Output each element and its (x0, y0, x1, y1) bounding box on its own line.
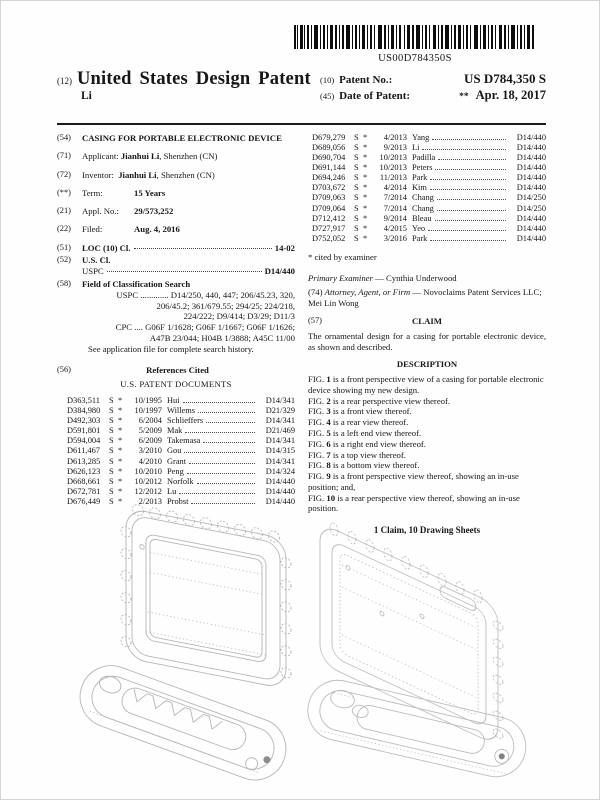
section-71-applicant: (71) Applicant: Jianhui Li, Shenzhen (CN) (57, 151, 218, 162)
claims-sheets-note: 1 Claim, 10 Drawing Sheets (373, 525, 481, 536)
dot-leader (438, 159, 506, 160)
section-52-us-cl: (52) U.S. Cl. USPC D14/440 (57, 255, 295, 277)
section-56-references: (56) References Cited (57, 365, 295, 376)
left-column (57, 133, 295, 536)
figure-description-line: FIG. 3 is a front view thereof. (308, 406, 412, 417)
dot-leader (437, 199, 506, 200)
dot-leader (435, 220, 506, 221)
us-patent-documents-heading: U.S. PATENT DOCUMENTS (120, 379, 232, 390)
patent-row: D676,449 S * 2/2013 Probst D14/440 (67, 496, 295, 506)
figure-description-line: FIG. 6 is a right end view thereof. (308, 438, 426, 449)
patent-row: D626,123 S * 10/2010 Peng D14/324 (67, 466, 295, 476)
dot-leader (422, 149, 506, 150)
figure-description-line: FIG. 5 is a left end view thereof. (308, 428, 422, 439)
patent-row: D613,285 S * 4/2010 Grant D14/341 (67, 456, 295, 466)
page-title: United States Design Patent (77, 69, 311, 89)
patent-row: D703,672 S * 4/2014 Kim D14/440 (312, 183, 546, 193)
front-perspective-drawing (56, 496, 306, 799)
patent-number-value: US D784,350 S (464, 71, 546, 86)
section-22-filed: (22) Filed: Aug. 4, 2016 (57, 224, 180, 235)
figure-description-line: FIG. 9 is a front perspective view thereof, showing an in-use position; and, (308, 471, 519, 492)
classification-search-lines (82, 290, 295, 355)
dot-leader (187, 473, 255, 474)
figure-description-line: FIG. 4 is a rear view thereof. (308, 417, 409, 428)
patent-row: D492,303 S * 6/2004 Schlieffers D14/341 (67, 416, 295, 426)
masthead-divider (57, 123, 546, 125)
dot-leader (430, 189, 506, 190)
patent-table-left (57, 396, 295, 507)
patent-row: D709,064 S * 7/2014 Chang D14/250 (312, 203, 546, 213)
section-21-appl-no: (21) Appl. No.: 29/573,252 (57, 206, 174, 217)
barcode-number: US00D784350S (378, 53, 452, 64)
inventor-surname: Li (81, 89, 92, 102)
patent-row: D672,781 S * 12/2012 Lu D14/440 (67, 486, 295, 496)
dot-leader (203, 442, 255, 443)
patent-row: D690,704 S * 10/2013 Padilla D14/440 (312, 153, 546, 163)
dot-leader (197, 483, 255, 484)
primary-examiner-line: Primary Examiner — Cynthia Underwood (308, 272, 457, 283)
dot-leader (430, 179, 506, 180)
masthead-right (320, 70, 546, 106)
search-line: 224/222; D9/414; D3/29; D11/3 (183, 311, 295, 322)
figure-description-line: FIG. 7 is a top view thereof. (308, 449, 406, 460)
field-code: (10) (320, 75, 335, 85)
cited-by-examiner-note: * cited by examiner (308, 251, 377, 262)
dot-leader (432, 139, 506, 140)
masthead (57, 70, 546, 106)
patent-date-row (320, 89, 546, 103)
figure-description-line: FIG. 10 is a rear perspective view thereof, showing an in-use position. (308, 492, 520, 514)
patent-date: Apr. 18, 2017 (475, 88, 546, 102)
patent-date-label: Date of Patent: (339, 90, 411, 102)
figure-descriptions (308, 374, 546, 514)
search-line: 206/45.2; 361/679.55; 294/25; 224/218, (156, 300, 295, 311)
dot-leader (107, 271, 262, 272)
patent-row: D611,467 S * 3/2010 Gou D14/315 (67, 446, 295, 456)
dot-leader (437, 210, 506, 211)
search-line: See application file for complete search history. (88, 343, 254, 354)
barcode-icon (294, 25, 536, 49)
search-line: CPC .... G06F 1/1628; G06F 1/1667; G06F 1/1626; (115, 322, 295, 333)
dot-leader (206, 422, 255, 423)
patent-row: D679,279 S * 4/2013 Yang D14/440 (312, 133, 546, 142)
patent-row: D689,056 S * 9/2013 Li D14/440 (312, 143, 546, 153)
search-line: USPC ............. D14/250, 440, 447; 206/45.23, 320, (116, 289, 295, 300)
patent-row: D594,004 S * 6/2009 Takemasa D14/341 (67, 436, 295, 446)
section-72-inventor: (72) Inventor: Jianhui Li, Shenzhen (CN) (57, 169, 215, 180)
section-term: (**) Term: 15 Years (57, 187, 166, 198)
patent-row: D363,511 S * 10/1995 Hui D14/341 (67, 396, 295, 406)
dot-leader (430, 240, 506, 241)
patent-row: D752,052 S * 3/2016 Park D14/440 (312, 233, 546, 243)
figure-description-line: FIG. 8 is a bottom view thereof. (308, 460, 420, 471)
figure-description-line: FIG. 2 is a rear perspective view thereof. (308, 395, 451, 406)
right-column (308, 133, 546, 536)
description-heading: DESCRIPTION (396, 359, 458, 370)
dot-leader (183, 402, 255, 403)
figure-description-line: FIG. 1 is a front perspective view of a casing for portable electronic device showing my new design. (308, 374, 544, 395)
dot-leader (428, 230, 506, 231)
patent-row: D668,661 S * 10/2012 Norfolk D14/440 (67, 476, 295, 486)
patent-number-label: Patent No.: (339, 74, 393, 86)
dot-leader (189, 463, 255, 464)
patent-table-right (308, 133, 546, 244)
patent-row: D691,144 S * 10/2013 Peters D14/440 (312, 163, 546, 173)
dot-leader (435, 169, 506, 170)
claim-text: The ornamental design for a casing for portable electronic device, as shown and described. (308, 330, 546, 352)
patent-date-value (459, 89, 546, 103)
patent-row: D384,980 S * 10/1997 Willems D21/329 (67, 406, 295, 416)
section-54-title: (54) CASING FOR PORTABLE ELECTRONIC DEVICE (57, 133, 295, 144)
dot-leader (185, 432, 255, 433)
rear-perspective-drawing (294, 503, 552, 798)
field-code: (45) (320, 91, 335, 101)
dot-leader (198, 412, 255, 413)
drawing-sheet-preview (1, 497, 600, 800)
references-cited-heading: References Cited (146, 364, 209, 375)
section-51-loc: (51) LOC (10) Cl. 14-02 (57, 242, 295, 253)
patent-row: D591,801 S * 5/2009 Mak D21/469 (67, 426, 295, 436)
term-stars: ** (459, 92, 469, 102)
invention-title: CASING FOR PORTABLE ELECTRONIC DEVICE (82, 133, 282, 143)
attorney-line: (74) Attorney, Agent, or Firm — Novoclaims Patent Services LLC; Mei Lin Wong (308, 287, 542, 309)
barcode (294, 25, 536, 65)
claim-heading: (57) CLAIM (308, 315, 442, 326)
masthead-left (57, 70, 311, 106)
patent-row: D694,246 S * 11/2013 Park D14/440 (312, 173, 546, 183)
search-line: A47B 23/044; H04B 1/3888; A45C 11/00 (149, 332, 295, 343)
patent-row: D712,412 S * 9/2014 Bleau D14/440 (312, 213, 546, 223)
dot-leader (184, 452, 255, 453)
dot-leader (179, 493, 255, 494)
dot-leader (134, 248, 272, 249)
kind-code: (12) (57, 76, 72, 86)
body-columns (57, 133, 546, 536)
patent-row: D709,063 S * 7/2014 Chang D14/250 (312, 193, 546, 203)
patent-number-row (320, 72, 546, 86)
section-58-field-of-search: (58) Field of Classification Search USPC ............. D14/250, 440, 447; 206/45.23, 320, 206/45.2; 361/679.55; 294/25; 224/218, 224/222; D9/414; D3/29; D11/3 CPC .... G06F 1/1628; G06F 1/1667; G06F 1/1626; A47B 23/044; H04B 1/3888; A45C 11/00 See application file for complete search history. (57, 279, 295, 354)
patent-row: D727,917 S * 4/2015 Yeo D14/440 (312, 223, 546, 233)
